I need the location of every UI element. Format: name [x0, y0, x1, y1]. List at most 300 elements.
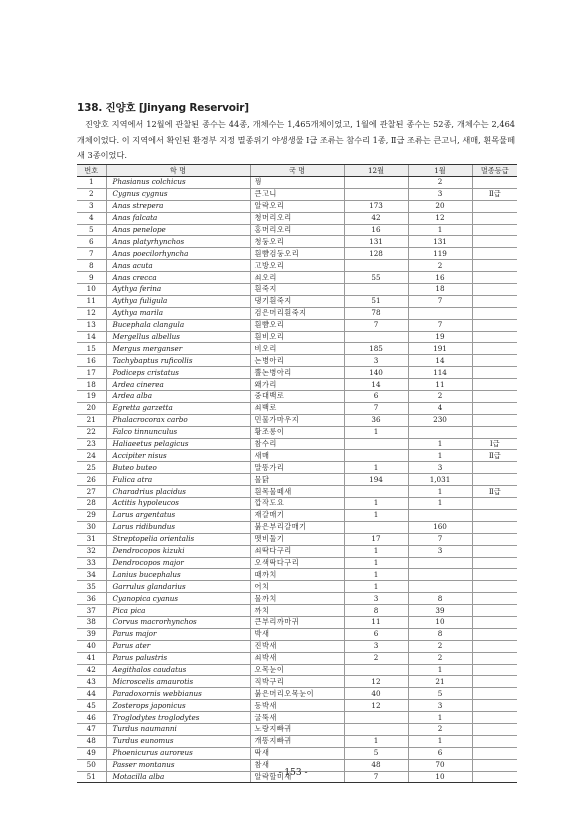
table-row	[77, 557, 517, 569]
table-row	[77, 426, 517, 438]
cell-december: 173	[344, 200, 408, 212]
cell-korean-name: 개똥지빠귀	[250, 735, 344, 747]
cell-january: 70	[408, 759, 472, 771]
cell-korean-name: 흰죽지	[250, 284, 344, 296]
cell-december: 12	[344, 676, 408, 688]
cell-no: 2	[77, 188, 106, 200]
cell-january: 16	[408, 272, 472, 284]
cell-january: 160	[408, 521, 472, 533]
cell-december	[344, 284, 408, 296]
cell-scientific-name: Charadrius placidus	[106, 486, 250, 498]
intro-paragraph: 진양호 지역에서 12월에 관찰된 종수는 44종, 개체수는 1,465개체이었고, 1월에 관찰된 종수는 52종, 개체수는 2,464개체이었다. 이 지역에서 확인된 환경부 지정 멸종위기 야생생물 Ⅰ급 조류는 참수리 1종, Ⅱ급 조류는 큰고니, 새매, 흰목물떼새 3종이었다.	[77, 119, 515, 160]
cell-korean-name: 말똥가리	[250, 462, 344, 474]
table-row	[77, 402, 517, 414]
cell-december: 6	[344, 628, 408, 640]
cell-scientific-name: Accipiter nisus	[106, 450, 250, 462]
table-row	[77, 177, 517, 189]
cell-december: 7	[344, 319, 408, 331]
cell-scientific-name: Anas penelope	[106, 224, 250, 236]
cell-korean-name: 딱새	[250, 747, 344, 759]
cell-scientific-name: Anas falcata	[106, 212, 250, 224]
cell-december	[344, 438, 408, 450]
cell-scientific-name: Larus ridibundus	[106, 521, 250, 533]
cell-korean-name: 쇠오리	[250, 272, 344, 284]
cell-january: 1	[408, 486, 472, 498]
cell-no: 45	[77, 700, 106, 712]
cell-no: 36	[77, 593, 106, 605]
table-header-row	[77, 165, 517, 177]
cell-january: 21	[408, 676, 472, 688]
cell-korean-name: 논병아리	[250, 355, 344, 367]
cell-scientific-name: Tachybaptus ruficollis	[106, 355, 250, 367]
cell-grade: Ⅱ급	[472, 188, 517, 200]
table-row	[77, 355, 517, 367]
table-row	[77, 712, 517, 724]
cell-december: 3	[344, 640, 408, 652]
cell-no: 15	[77, 343, 106, 355]
cell-korean-name: 흰뺨오리	[250, 319, 344, 331]
table-row	[77, 735, 517, 747]
cell-january: 1	[408, 712, 472, 724]
cell-grade: Ⅱ급	[472, 486, 517, 498]
table-row	[77, 295, 517, 307]
cell-december: 1	[344, 509, 408, 521]
cell-scientific-name: Ardea cinerea	[106, 379, 250, 391]
cell-grade	[472, 533, 517, 545]
cell-no: 18	[77, 379, 106, 391]
cell-january: 8	[408, 593, 472, 605]
cell-grade	[472, 569, 517, 581]
table-row	[77, 676, 517, 688]
section-heading: 138. 진양호 [Jinyang Reservoir]	[77, 102, 249, 114]
cell-korean-name: 멧비둘기	[250, 533, 344, 545]
cell-december: 140	[344, 367, 408, 379]
cell-december: 2	[344, 652, 408, 664]
cell-no: 1	[77, 177, 106, 189]
cell-january: 7	[408, 295, 472, 307]
cell-january: 2	[408, 652, 472, 664]
cell-korean-name: 깝작도요	[250, 498, 344, 510]
table-row	[77, 723, 517, 735]
cell-scientific-name: Parus major	[106, 628, 250, 640]
cell-korean-name: 중대백로	[250, 391, 344, 403]
cell-january: 12	[408, 212, 472, 224]
cell-january: 1	[408, 498, 472, 510]
table-row	[77, 652, 517, 664]
cell-december	[344, 521, 408, 533]
cell-grade	[472, 260, 517, 272]
cell-korean-name: 고방오리	[250, 260, 344, 272]
table-row	[77, 367, 517, 379]
cell-no: 11	[77, 295, 106, 307]
cell-grade	[472, 712, 517, 724]
cell-january: 1	[408, 450, 472, 462]
cell-grade	[472, 545, 517, 557]
cell-korean-name: 알락오리	[250, 200, 344, 212]
cell-no: 37	[77, 605, 106, 617]
cell-scientific-name: Fulica atra	[106, 474, 250, 486]
cell-december: 7	[344, 402, 408, 414]
cell-grade	[472, 652, 517, 664]
cell-grade	[472, 402, 517, 414]
cell-december: 36	[344, 414, 408, 426]
cell-no: 5	[77, 224, 106, 236]
table-row	[77, 414, 517, 426]
cell-december: 16	[344, 224, 408, 236]
table-row	[77, 628, 517, 640]
cell-no: 33	[77, 557, 106, 569]
cell-korean-name: 오색딱다구리	[250, 557, 344, 569]
cell-december: 14	[344, 379, 408, 391]
cell-no: 9	[77, 272, 106, 284]
cell-scientific-name: Pica pica	[106, 605, 250, 617]
cell-no: 34	[77, 569, 106, 581]
cell-korean-name: 쇠딱다구리	[250, 545, 344, 557]
table-row	[77, 307, 517, 319]
cell-january: 191	[408, 343, 472, 355]
table-row	[77, 236, 517, 248]
cell-korean-name: 붉은부리갈매기	[250, 521, 344, 533]
cell-grade	[472, 676, 517, 688]
cell-no: 24	[77, 450, 106, 462]
cell-january: 18	[408, 284, 472, 296]
cell-no: 21	[77, 414, 106, 426]
cell-december	[344, 177, 408, 189]
cell-scientific-name: Aythya ferina	[106, 284, 250, 296]
cell-scientific-name: Turdus eunomus	[106, 735, 250, 747]
table-row	[77, 248, 517, 260]
table-row	[77, 438, 517, 450]
cell-january	[408, 557, 472, 569]
cell-no: 13	[77, 319, 106, 331]
cell-grade	[472, 200, 517, 212]
cell-no: 4	[77, 212, 106, 224]
cell-scientific-name: Garrulus glandarius	[106, 581, 250, 593]
cell-december: 55	[344, 272, 408, 284]
table-row	[77, 688, 517, 700]
cell-grade	[472, 723, 517, 735]
cell-december: 12	[344, 700, 408, 712]
cell-january: 4	[408, 402, 472, 414]
cell-grade	[472, 521, 517, 533]
cell-january: 19	[408, 331, 472, 343]
cell-no: 51	[77, 771, 106, 783]
cell-grade	[472, 248, 517, 260]
cell-december: 194	[344, 474, 408, 486]
cell-january: 5	[408, 688, 472, 700]
cell-grade	[472, 474, 517, 486]
cell-january: 7	[408, 533, 472, 545]
cell-december	[344, 486, 408, 498]
table-row	[77, 700, 517, 712]
table-row	[77, 284, 517, 296]
cell-december: 1	[344, 462, 408, 474]
cell-korean-name: 노랑지빠귀	[250, 723, 344, 735]
table-row	[77, 581, 517, 593]
cell-december	[344, 450, 408, 462]
cell-no: 32	[77, 545, 106, 557]
cell-january: 2	[408, 640, 472, 652]
cell-scientific-name: Zosterops japonicus	[106, 700, 250, 712]
cell-no: 46	[77, 712, 106, 724]
cell-no: 8	[77, 260, 106, 272]
cell-no: 35	[77, 581, 106, 593]
cell-scientific-name: Paradoxornis webbianus	[106, 688, 250, 700]
cell-no: 25	[77, 462, 106, 474]
cell-december: 7	[344, 771, 408, 783]
cell-grade	[472, 735, 517, 747]
cell-scientific-name: Mergellus albellus	[106, 331, 250, 343]
cell-january: 1	[408, 224, 472, 236]
cell-grade	[472, 284, 517, 296]
cell-grade: Ⅰ급	[472, 438, 517, 450]
cell-december	[344, 712, 408, 724]
cell-scientific-name: Motacilla alba	[106, 771, 250, 783]
cell-december: 1	[344, 557, 408, 569]
cell-december: 40	[344, 688, 408, 700]
page-number: - 153 -	[278, 768, 308, 778]
cell-no: 10	[77, 284, 106, 296]
cell-december	[344, 188, 408, 200]
table-row	[77, 462, 517, 474]
cell-december: 1	[344, 498, 408, 510]
cell-december: 131	[344, 236, 408, 248]
cell-grade	[472, 391, 517, 403]
cell-no: 38	[77, 616, 106, 628]
cell-korean-name: 동박새	[250, 700, 344, 712]
cell-scientific-name: Anas strepera	[106, 200, 250, 212]
cell-no: 41	[77, 652, 106, 664]
cell-korean-name: 큰부리까마귀	[250, 616, 344, 628]
table-row	[77, 664, 517, 676]
cell-korean-name: 붉은머리오목눈이	[250, 688, 344, 700]
table-row	[77, 569, 517, 581]
cell-scientific-name: Anas poecilorhyncha	[106, 248, 250, 260]
cell-january: 20	[408, 200, 472, 212]
table-row	[77, 747, 517, 759]
cell-grade	[472, 688, 517, 700]
table-row	[77, 379, 517, 391]
cell-december: 1	[344, 581, 408, 593]
cell-korean-name: 물닭	[250, 474, 344, 486]
cell-december: 185	[344, 343, 408, 355]
cell-scientific-name: Turdus naumanni	[106, 723, 250, 735]
cell-december: 1	[344, 426, 408, 438]
cell-january: 10	[408, 616, 472, 628]
cell-december	[344, 723, 408, 735]
cell-scientific-name: Ardea alba	[106, 391, 250, 403]
cell-grade	[472, 616, 517, 628]
table-row	[77, 533, 517, 545]
cell-grade	[472, 498, 517, 510]
cell-no: 47	[77, 723, 106, 735]
cell-no: 3	[77, 200, 106, 212]
header-endangered-grade: 멸종등급	[472, 165, 517, 177]
cell-korean-name: 쇠백로	[250, 402, 344, 414]
cell-korean-name: 청머리오리	[250, 212, 344, 224]
table-row	[77, 212, 517, 224]
table-row	[77, 260, 517, 272]
cell-scientific-name: Dendrocopos kizuki	[106, 545, 250, 557]
table-row	[77, 521, 517, 533]
cell-no: 43	[77, 676, 106, 688]
cell-scientific-name: Cyanopica cyanus	[106, 593, 250, 605]
cell-scientific-name: Falco tinnunculus	[106, 426, 250, 438]
cell-korean-name: 물까치	[250, 593, 344, 605]
cell-grade	[472, 224, 517, 236]
cell-january	[408, 509, 472, 521]
table-row	[77, 474, 517, 486]
cell-no: 28	[77, 498, 106, 510]
cell-scientific-name: Phoenicurus auroreus	[106, 747, 250, 759]
table-row	[77, 272, 517, 284]
cell-december	[344, 331, 408, 343]
cell-december: 1	[344, 545, 408, 557]
cell-scientific-name: Anas acuta	[106, 260, 250, 272]
cell-korean-name: 댕기흰죽지	[250, 295, 344, 307]
cell-grade	[472, 331, 517, 343]
cell-december: 3	[344, 593, 408, 605]
cell-scientific-name: Larus argentatus	[106, 509, 250, 521]
cell-grade	[472, 664, 517, 676]
table-row	[77, 545, 517, 557]
cell-korean-name: 흰목물떼새	[250, 486, 344, 498]
cell-december: 51	[344, 295, 408, 307]
cell-december: 8	[344, 605, 408, 617]
cell-january	[408, 569, 472, 581]
cell-no: 22	[77, 426, 106, 438]
cell-no: 20	[77, 402, 106, 414]
cell-no: 50	[77, 759, 106, 771]
cell-december: 3	[344, 355, 408, 367]
cell-no: 6	[77, 236, 106, 248]
header-scientific-name: 학 명	[106, 165, 250, 177]
cell-january: 2	[408, 260, 472, 272]
cell-korean-name: 청둥오리	[250, 236, 344, 248]
cell-scientific-name: Anas crecca	[106, 272, 250, 284]
cell-korean-name: 쇠박새	[250, 652, 344, 664]
cell-grade: Ⅱ급	[472, 450, 517, 462]
cell-grade	[472, 700, 517, 712]
cell-scientific-name: Aythya marila	[106, 307, 250, 319]
cell-grade	[472, 628, 517, 640]
cell-korean-name: 비오리	[250, 343, 344, 355]
cell-korean-name: 검은머리흰죽지	[250, 307, 344, 319]
cell-scientific-name: Dendrocopos major	[106, 557, 250, 569]
cell-korean-name: 꿩	[250, 177, 344, 189]
cell-december	[344, 664, 408, 676]
cell-december	[344, 260, 408, 272]
cell-scientific-name: Aegithalos caudatus	[106, 664, 250, 676]
cell-december: 1	[344, 735, 408, 747]
cell-grade	[472, 462, 517, 474]
cell-no: 26	[77, 474, 106, 486]
cell-january: 230	[408, 414, 472, 426]
table-row	[77, 450, 517, 462]
cell-january	[408, 307, 472, 319]
table-row	[77, 319, 517, 331]
cell-december: 1	[344, 569, 408, 581]
cell-no: 7	[77, 248, 106, 260]
cell-no: 29	[77, 509, 106, 521]
table-row	[77, 616, 517, 628]
cell-korean-name: 직박구리	[250, 676, 344, 688]
cell-korean-name: 어치	[250, 581, 344, 593]
cell-no: 40	[77, 640, 106, 652]
cell-scientific-name: Phalacrocorax carbo	[106, 414, 250, 426]
cell-grade	[472, 557, 517, 569]
cell-scientific-name: Aythya fuligula	[106, 295, 250, 307]
cell-korean-name: 민물가마우지	[250, 414, 344, 426]
cell-january: 114	[408, 367, 472, 379]
cell-scientific-name: Parus ater	[106, 640, 250, 652]
cell-scientific-name: Corvus macrorhynchos	[106, 616, 250, 628]
cell-january: 6	[408, 747, 472, 759]
cell-no: 14	[77, 331, 106, 343]
table-row	[77, 486, 517, 498]
cell-grade	[472, 295, 517, 307]
cell-scientific-name: Egretta garzetta	[106, 402, 250, 414]
cell-no: 12	[77, 307, 106, 319]
cell-no: 23	[77, 438, 106, 450]
cell-korean-name: 흰비오리	[250, 331, 344, 343]
cell-korean-name: 박새	[250, 628, 344, 640]
cell-january: 1	[408, 664, 472, 676]
cell-korean-name: 참새	[250, 759, 344, 771]
cell-grade	[472, 355, 517, 367]
cell-korean-name: 황조롱이	[250, 426, 344, 438]
cell-scientific-name: Buteo buteo	[106, 462, 250, 474]
table-row	[77, 593, 517, 605]
cell-grade	[472, 236, 517, 248]
cell-korean-name: 홍머리오리	[250, 224, 344, 236]
cell-grade	[472, 307, 517, 319]
cell-january: 3	[408, 462, 472, 474]
cell-grade	[472, 426, 517, 438]
cell-december: 17	[344, 533, 408, 545]
cell-grade	[472, 379, 517, 391]
table-row	[77, 188, 517, 200]
cell-no: 17	[77, 367, 106, 379]
cell-no: 49	[77, 747, 106, 759]
cell-january: 11	[408, 379, 472, 391]
cell-january: 1,031	[408, 474, 472, 486]
cell-january: 131	[408, 236, 472, 248]
cell-no: 16	[77, 355, 106, 367]
cell-grade	[472, 509, 517, 521]
cell-january: 3	[408, 545, 472, 557]
cell-grade	[472, 177, 517, 189]
cell-scientific-name: Bucephala clangula	[106, 319, 250, 331]
table-row	[77, 224, 517, 236]
species-table	[77, 164, 517, 783]
cell-no: 39	[77, 628, 106, 640]
cell-december: 78	[344, 307, 408, 319]
cell-korean-name: 오목눈이	[250, 664, 344, 676]
cell-january: 14	[408, 355, 472, 367]
cell-scientific-name: Microscelis amaurotis	[106, 676, 250, 688]
cell-grade	[472, 605, 517, 617]
cell-korean-name: 알락할미새	[250, 771, 344, 783]
cell-january: 119	[408, 248, 472, 260]
cell-korean-name: 재갈매기	[250, 509, 344, 521]
table-row	[77, 331, 517, 343]
cell-scientific-name: Passer montanus	[106, 759, 250, 771]
cell-korean-name: 진박새	[250, 640, 344, 652]
cell-korean-name: 뿔논병아리	[250, 367, 344, 379]
table-row	[77, 640, 517, 652]
cell-no: 30	[77, 521, 106, 533]
